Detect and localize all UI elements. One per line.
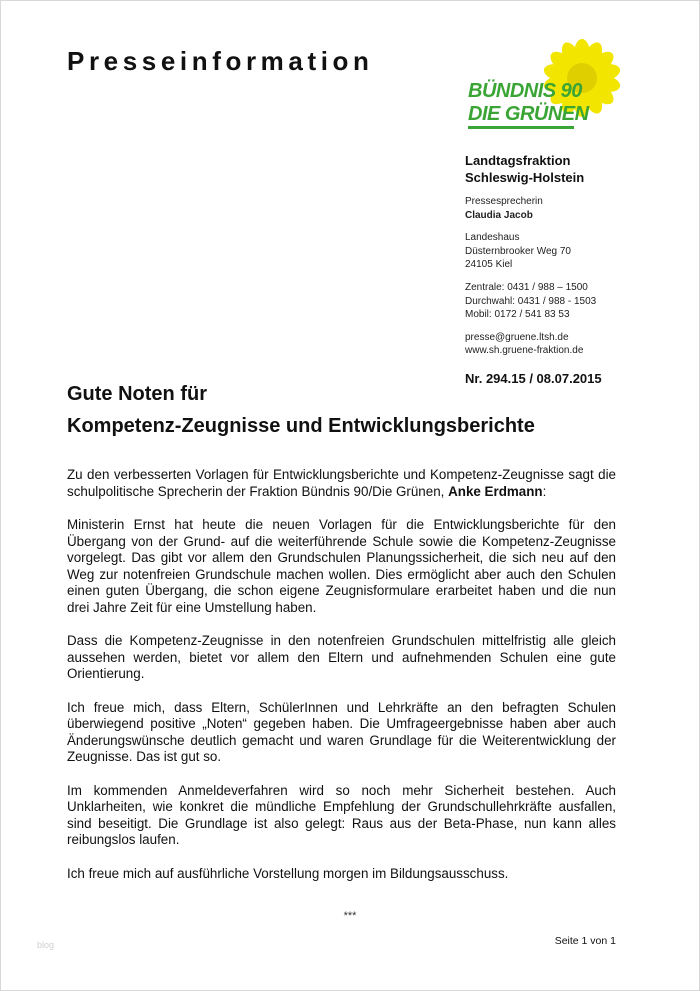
logo-line-2: DIE GRÜNEN xyxy=(468,103,589,125)
phone-mobile: Mobil: 0172 / 541 83 53 xyxy=(465,309,570,321)
watermark: blog xyxy=(37,940,55,950)
website-link[interactable]: www.sh.gruene-fraktion.de xyxy=(465,345,584,357)
spokesperson-role: Pressesprecherin xyxy=(465,196,543,207)
logo-underline xyxy=(468,126,574,129)
phone-central: Zentrale: 0431 / 988 – 1500 xyxy=(465,281,588,293)
logo-line-1: BÜNDNIS 90 xyxy=(468,80,582,102)
press-body xyxy=(67,467,616,899)
page-title: Presseinformation xyxy=(67,46,374,76)
intro-colon: : xyxy=(542,483,547,499)
headline-line-2: Kompetenz-Zeugnisse und Entwicklungsberichte xyxy=(67,415,535,437)
address-line-2: Düsternbrooker Weg 70 xyxy=(465,245,571,257)
release-number: Nr. 294.15 / 08.07.2015 xyxy=(465,370,602,386)
intro-text: Zu den verbesserten Vorlagen für Entwicklungsberichte und Kompetenz-Zeugnisse sagt die schulpolitische Sprecherin der Fraktion Bündnis 90/Die Grünen, xyxy=(67,467,616,499)
org-line-1: Landtagsfraktion xyxy=(465,153,571,168)
paragraph-4: Im kommenden Anmeldeverfahren wird so noch mehr Sicherheit bestehen. Auch Unklarheiten, wie konkret die mündliche Empfehlung der Grundschullehrkräfte ausfallen, sind beseitigt. Die Grundlage ist also gelegt: Raus aus der Beta-Phase, nun kann alles reibungslos laufen. xyxy=(67,782,616,847)
intro-paragraph xyxy=(67,467,616,500)
page-number: Seite 1 von 1 xyxy=(554,935,616,947)
party-logo xyxy=(462,34,640,134)
paragraph-3: Ich freue mich, dass Eltern, SchülerInnen und Lehrkräfte an den befragten Schulen überwiegend positive „Noten“ gegeben haben. Die Umfrageergebnisse haben aber auch Änderungswünsche deutlich gemacht und waren Grundlage für die Weiterentwicklung der Zeugnisse. Das ist gut so. xyxy=(67,699,616,764)
end-marker: *** xyxy=(343,910,357,922)
headline xyxy=(67,378,627,442)
paragraph-5: Ich freue mich auf ausführliche Vorstellung morgen im Bildungsausschuss. xyxy=(67,865,509,881)
spokesperson-name: Claudia Jacob xyxy=(465,209,533,221)
contact-sidebar xyxy=(465,152,665,386)
speaker-name: Anke Erdmann xyxy=(448,483,543,499)
paragraph-2: Dass die Kompetenz-Zeugnisse in den notenfreien Grundschulen mittelfristig alle gleich aussehen werden, bietet vor allem den Eltern und aufnehmenden Schulen eine gute Orientierung. xyxy=(67,633,616,681)
paragraph-1: Ministerin Ernst hat heute die neuen Vorlagen für die Entwicklungsberichte für den Übergang von der Grund- auf die weiterführende Schule sowie die Kompetenz-Zeugnisse vorgelegt. Das gibt vor allem den Grundschulen Planungssicherheit, die sich neu auf den Weg zur notenfreien Grundschule machen wollen. Dies ermöglicht aber auch den Schulen einen guten Übergang, die schon eigene Zeugnisformulare erarbeitet haben und die nun drei Jahre Zeit für eine Umstellung haben. xyxy=(67,517,616,615)
org-line-2: Schleswig-Holstein xyxy=(465,170,585,185)
address-line-1: Landeshaus xyxy=(465,232,520,244)
headline-line-1: Gute Noten für xyxy=(67,383,207,405)
address-line-3: 24105 Kiel xyxy=(465,259,513,271)
email-link[interactable]: presse@gruene.ltsh.de xyxy=(465,331,569,343)
phone-direct: Durchwahl: 0431 / 988 - 1503 xyxy=(465,295,597,307)
